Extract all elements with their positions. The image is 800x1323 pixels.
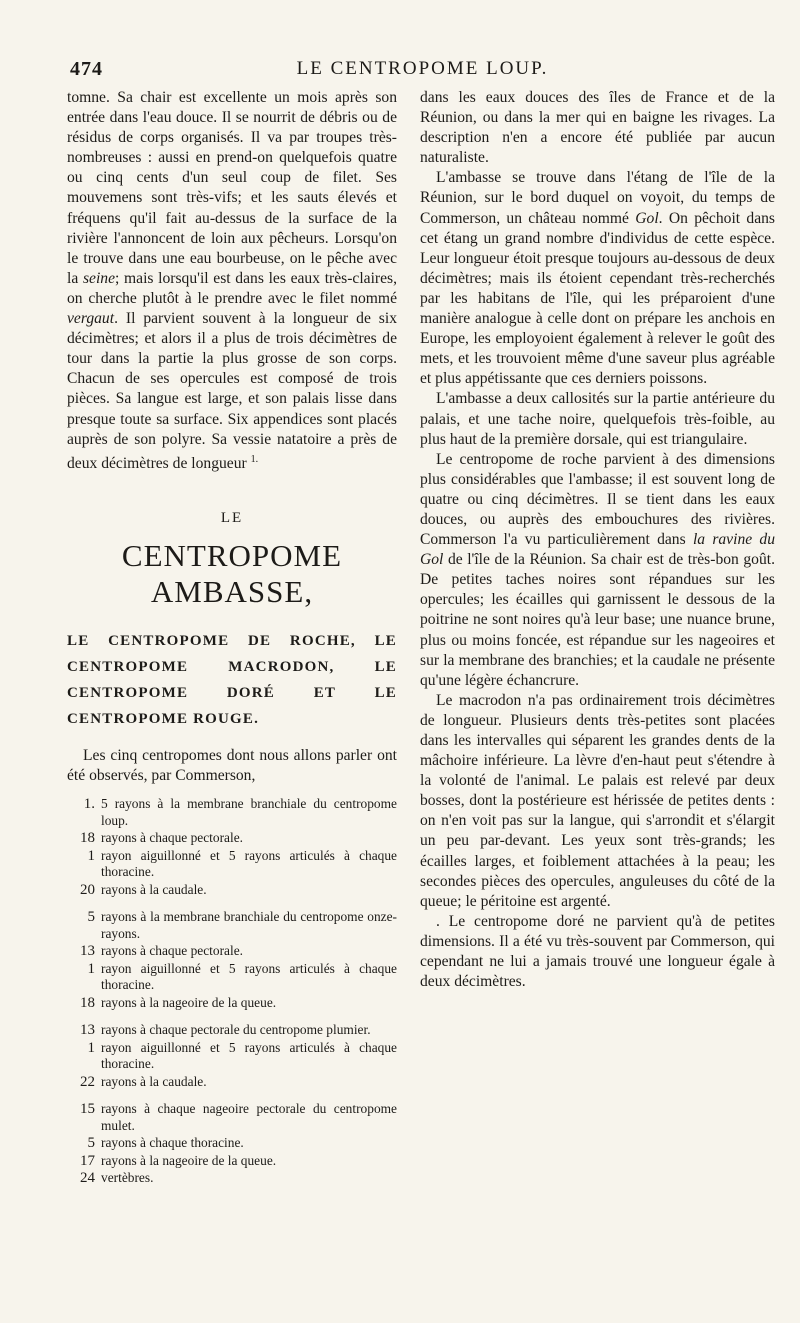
list-item-number: 15	[80, 1101, 95, 1118]
running-title: LE CENTROPOME LOUP.	[296, 58, 549, 79]
list-item	[67, 1170, 397, 1187]
page-header	[70, 58, 775, 86]
list-item-text: rayons à chaque thoracine.	[101, 1135, 244, 1151]
footnote-mark: 1.	[250, 453, 259, 465]
list-item-number: 20	[80, 881, 95, 898]
list-item-text: rayons à la nageoire de la queue.	[101, 1152, 277, 1168]
list-item	[67, 1074, 397, 1091]
list-item-number: 17	[80, 1152, 95, 1169]
list-item-text: rayon aiguillonné et 5 rayons articulés à chaque thoracine.	[101, 847, 397, 880]
paragraph: tomne. Sa chair est excellente un mois après son entrée dans l'eau douce. Il se nourrit de débris ou de résidus de corps organisés. Il va par troupes très-nombreuses : aussi en prend-on quelquefois quatre ou cinq cents d'un seul coup de filet. Ses mouvemens sont très-vifs; et les sauts élevés et fréquens qu'il fait au-dessus de la surface de la rivière l'annoncent de loin aux pêcheurs. Lorsqu'on le trouve dans une eau bourbeuse, on le pêche avec la seine; mais lorsqu'il est dans les eaux très-claires, on cherche plutôt à le prendre avec le filet nommé vergaut. Il parvient souvent à la longueur de six décimètres; et alors il a plus de trois décimètres de tour dans la partie la plus grosse de son corps. Chacun de ses opercules est composé de trois pièces. Sa langue est large, et son palais lisse dans presque toute sa surface. Six appendices sont placés auprès de son polyre. Sa vessie natatoire a près de deux décimètres de longueur $^{1.}$	[67, 89, 397, 472]
list-item-text: rayons à chaque pectorale.	[101, 830, 244, 846]
paragraph: Les cinq centropomes dont nous allons parler ont été observés, par Commerson,	[67, 747, 397, 785]
paragraph: dans les eaux douces des îles de France et de la Réunion, ou dans la mer qui en baigne les rivages. La description n'en a encore été publiée par aucun naturaliste.	[420, 89, 775, 167]
list-item-number: 1.	[83, 796, 95, 813]
list-item-number: 18	[80, 830, 95, 847]
list-item	[67, 961, 397, 994]
list-item-number: 5	[87, 909, 95, 926]
list-item-text: rayon aiguillonné et 5 rayons articulés à chaque thoracine.	[101, 960, 397, 993]
list-item	[67, 1101, 397, 1134]
list-item	[67, 796, 397, 829]
list-item-number: 1	[87, 847, 95, 864]
paragraph: . Le centropome doré ne parvient qu'à de petites dimensions. Il a été vu très-souvent par Commerson, qui cependant ne lui a jamais trouvé une longueur égale à deux décimètres.	[420, 912, 775, 991]
list-item-number: 18	[80, 994, 95, 1011]
right-column	[420, 88, 775, 992]
list-item-text: vertèbres.	[101, 1170, 154, 1186]
list-item	[67, 909, 397, 942]
list-item	[67, 1153, 397, 1170]
list-item	[67, 1040, 397, 1073]
list-gap	[67, 1012, 397, 1022]
list-item-text: rayons à la membrane branchiale du centropome onze-rayons.	[101, 909, 397, 941]
list-item-number: 1	[87, 960, 95, 977]
paragraph: L'ambasse se trouve dans l'étang de l'île de la Réunion, sur le bord duquel on voyoit, du temps de Commerson, un château nommé Gol. On pêchoit dans cet étang un grand nombre d'individus de cette espèce. Leur longueur étoit presque toujours au-dessous de deux décimètres; mais ils étoient cependant très-recherchés par les habitans de l'île, qui les préparoient d'une manière analogue à celle dont on prépare les anchois en Europe, les employoient également à relever le goût des mets, et les trouvoient même d'une saveur plus agréable et plus appétissante que ces derniers poissons.	[420, 169, 775, 388]
section-title: CENTROPOME AMBASSE,	[121, 538, 343, 610]
list-item-number: 24	[80, 1170, 95, 1187]
list-gap	[67, 899, 397, 909]
list-item-text: rayons à la caudale.	[101, 1073, 207, 1089]
paragraph: Le macrodon n'a pas ordinairement trois décimètres de longueur. Plusieurs dents très-petites sont placées dans les intervalles qui séparent les grandes dents de la mâchoire inférieure. La lèvre d'en-haut peut s'étendre à la volonté de l'animal. Le palais est relevé par deux bosses, dont la postérieure est hérissée de petites dents : on n'en voit pas sur la langue, qui s'arrondit et s'élargit un peu par-devant. Les yeux sont très-grands; les écailles larges, et foiblement attachées à la peau; les secondes pièces des opercules, anguleuses du côté de la queue; le péritoine est argenté.	[420, 691, 775, 910]
list-item	[67, 882, 397, 899]
paragraph: Le centropome de roche parvient à des dimensions plus considérables que l'ambasse; il est souvent long de quatre ou cinq décimètres. Il se tient dans les eaux douces, ou auprès des embouchures des rivières. Commerson l'a vu particulièrement dans la ravine du Gol de l'île de la Réunion. Sa chair est de très-bon goût. De petites taches noires sont répandues sur les opercules; les écailles qui garnissent le dessous de la poitrine ne sont noires qu'à leur base; une nuance brune, plus ou moins foncée, est répandue sur les nageoires et sur la membrane des branchies; et la caudale ne présente qu'une légère échancrure.	[420, 450, 776, 689]
list-item	[67, 1022, 397, 1039]
list-item-number: 13	[80, 1022, 95, 1039]
section-subtitle: LE CENTROPOME DE ROCHE, LE CENTROPOME MACRODON, LE CENTROPOME DORÉ ET LE CENTROPOME ROUGE.	[67, 633, 397, 728]
left-column	[67, 88, 397, 1188]
list-item	[67, 848, 397, 881]
list-item-text: rayon aiguillonné et 5 rayons articulés à chaque thoracine.	[101, 1039, 397, 1072]
footnote-list	[67, 796, 397, 1187]
list-item	[67, 995, 397, 1012]
list-item-text: rayons à la caudale.	[101, 881, 207, 897]
list-item	[67, 830, 397, 847]
list-item-text: 5 rayons à la membrane branchiale du centropome loup.	[101, 796, 397, 828]
paragraph: L'ambasse a deux callosités sur la partie antérieure du palais, et une tache noire, quelquefois très-foible, au plus haut de la première dorsale, qui est triangulaire.	[420, 390, 775, 448]
section-prefix: LE	[220, 509, 244, 526]
list-item-text: rayons à la nageoire de la queue.	[101, 994, 277, 1010]
list-item-number: 1	[87, 1039, 95, 1056]
list-item-text: rayons à chaque pectorale du centropome plumier.	[101, 1022, 371, 1038]
list-item-number: 5	[87, 1135, 95, 1152]
list-gap	[67, 1091, 397, 1101]
list-item-number: 13	[80, 943, 95, 960]
list-item	[67, 1135, 397, 1152]
list-item-text: rayons à chaque nageoire pectorale du centropome mulet.	[101, 1101, 397, 1133]
list-item-text: rayons à chaque pectorale.	[101, 943, 244, 959]
list-item	[67, 943, 397, 960]
list-item-number: 22	[80, 1073, 95, 1090]
page-number: 474	[70, 58, 103, 80]
